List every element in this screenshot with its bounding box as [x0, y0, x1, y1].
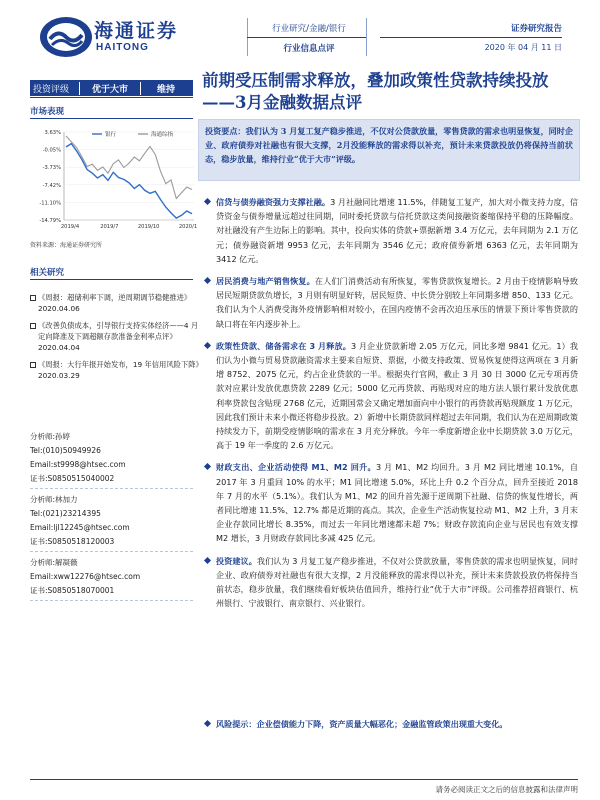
analyst-card	[30, 493, 193, 552]
risk-warning	[205, 717, 578, 739]
paragraph-text: 3 月 M1、M2 均回升。3 月 M2 同比增速 10.1%，自 2017 年 3 月重回 10% 的水平；M1 同比增速 5.0%，环比上升 0.2 个百分点，回升至接近 2018 年 7 月的水平（5.1%）。我们认为 M1、M2 的回升首先源于逆周期下社融、信贷的恢复性增长，两者同比增速 11.5%、12.7% 都是近期的高点。其次，企业生产活动恢复拉动 M1、M2 上升，3 月末企业存款同比增长 8.35%，而过去一年同比增速都未超 7%；财政存款流向企业与居民也有效支撑 M2 增长，3 月财政存款同比多减 425 亿元。	[216, 462, 579, 544]
risk-text: 风险提示：企业偿债能力下降，资产质量大幅恶化；金融监管政策出现重大变化。	[216, 719, 508, 729]
bullet-diamond-icon	[204, 463, 211, 470]
paragraph-highlight: 居民消费与地产销售恢复。	[216, 276, 315, 287]
paragraph-highlight: 财政支出、企业活动使得 M1、M2 回升。	[216, 462, 376, 473]
body-paragraph	[205, 339, 578, 453]
x-tick-label: 2019/4	[60, 224, 80, 230]
related-item[interactable]: 《周报：超储利率下调，逆周期调节稳健推进》2020.04.06	[30, 292, 200, 314]
legend-label: 海通综指	[151, 132, 174, 138]
body-paragraph	[205, 195, 578, 266]
report-date: 2020 年 04 月 11 日	[484, 43, 562, 52]
analyst-name: 分析师:解凝薇	[30, 558, 78, 567]
y-tick-label: 3.63%	[44, 130, 61, 136]
rating-rule	[30, 97, 193, 98]
report-body	[205, 195, 578, 618]
bullet-diamond-icon	[204, 342, 211, 349]
paragraph-highlight: 政策性贷款、储备需求在 3 月释放。	[216, 340, 351, 351]
rating-bar	[30, 80, 193, 96]
analyst-name: 分析师:孙婷	[30, 432, 71, 441]
report-type: 证券研究报告	[510, 24, 562, 34]
y-tick-label: -3.73%	[42, 165, 61, 172]
body-paragraph	[205, 554, 578, 611]
related-heading: 相关研究	[30, 268, 65, 278]
paragraph-text: 在人们门消费活动有所恢复，零售贷款恢复增长。2 月由于疫情影响导致居民短期贷款负增长，3 月则有明显好转，居民短贷、中长贷分别较上年同期多增 850、133 亿元。我们认为个人消费受海外疫情影响相对较小，在国内疫情不会再次迫压承压的情景下预计零售贷款的缺口将在年内逐步补上。	[216, 276, 578, 329]
bullet-diamond-icon	[204, 720, 211, 727]
analyst-cert: 证书:S0850515040002	[30, 474, 115, 483]
analyst-list	[30, 430, 193, 605]
analyst-divider	[30, 488, 193, 489]
header-rule	[380, 37, 562, 38]
x-tick-label: 2020/1	[178, 224, 198, 230]
header-subcategory: 行业信息点评	[283, 44, 335, 54]
related-item[interactable]: 《周报：大行年报开始发布，19 年信用风险下降》2020.03.29	[30, 359, 200, 381]
header-rule	[247, 37, 367, 38]
summary-text: 投资要点：我们认为 3 月复工复产稳步推进，不仅对公贷款放量，零售贷款的需求也明显恢复，同时企业、政府债券对社融也有很大支撑，2月没能释放的需求得以补充，预计未来贷款投放仍将保持当前状态，稳步放量，维持行业“优于大市”评级。	[205, 126, 573, 165]
x-tick-label: 2019/7	[100, 224, 119, 230]
analyst-card	[30, 556, 193, 601]
analyst-email[interactable]: Email:ljl12245@htsec.com	[30, 523, 130, 532]
rating-value: 优于大市	[79, 82, 141, 95]
paragraph-highlight: 信贷与债券融资强力支撑社融。	[216, 197, 331, 207]
market-heading: 市场表现	[30, 107, 65, 117]
report-title: 前期受压制需求释放，叠加政策性贷款持续投放——3月金融数据点评	[202, 71, 549, 112]
y-tick-label: -7.42%	[42, 182, 61, 189]
analyst-email[interactable]: Email:st9998@htsec.com	[30, 460, 126, 469]
legend-label: 银行	[105, 132, 117, 138]
header-divider	[366, 18, 367, 56]
paragraph-text: 3 月企业贷款新增 2.05 万亿元，同比多增 9841 亿元。1）我们认为小微与贸易贷款融资需求主要来自短贷、票据，小微支持政策、贸易恢复使得这两项在 3 月新增 8752、2075 亿元，约占企业贷款的一半。根据央行官网，截止 3 月 30 日 3000 亿元专项再贷款对应累计发放优惠贷款 2289 亿元；5000 亿元再贷款、再贴现对应的地方法人银行累计发放优惠利率贷款包含贴现 2768 亿元，近期国常会又确定增加面向中小银行的再贷款再贴现额度 1 万亿元，因此我们预计未来小微还将稳步投放。2）新增中长期贷款同样超过去年同期，我们认为在逆周期政策持续发力下，前期受疫情影响的需求在 3 月充分释放。今年一季度新增企业中长期贷款 3.0 万亿元，高于 19 年一季度的 2.6 万亿元。	[216, 340, 578, 451]
paragraph-highlight: 投资建议。	[216, 555, 257, 566]
y-tick-label: -0.05%	[42, 147, 61, 154]
rating-action: 维持	[156, 84, 175, 95]
summary-box	[198, 119, 580, 181]
analyst-card	[30, 430, 193, 489]
analyst-divider	[30, 600, 193, 601]
analyst-cert: 证书:S0850518070001	[30, 586, 115, 595]
related-rule	[30, 279, 193, 280]
y-tick-label: -11.10%	[39, 200, 61, 207]
paragraph-text: 3 月社融同比增速 11.5%，伴随复工复产，加大对小微支持力度，信贷资金与债券增量远超过往同期，同时委托贷款与信托贷款这类间接融资萎缩保持平稳的压降幅度。对社融没有产生边际上的影响。其中，投向实体的贷款+票据新增 3.4 万亿元，去年同期为 2.1 万亿元；债券融资新增 9953 亿元，去年同期为 3546 亿元；政府债券新增 6363 亿元，去年同期为 3412 亿元。	[216, 197, 578, 264]
x-tick-label: 2019/10	[137, 224, 160, 230]
series-line-bank	[66, 144, 192, 219]
brand-en: HAITONG	[96, 42, 149, 53]
brand-cn: 海通证券	[94, 20, 179, 42]
related-list	[30, 292, 200, 387]
rating-label: 投资评级	[33, 84, 70, 95]
paragraph-text: 我们认为 3 月复工复产稳步推进，不仅对公贷款放量，零售贷款的需求也明显恢复，同时企业、政府债券对社融也有很大支撑，2 月没能释放的需求得以补充，预计未来贷款投放仍将保持当前状态，稳步放量，我们继续看好板块估值回升，维持行业“优于大市”评级。公司推荐招商银行、杭州银行、宁波银行、南京银行、兴业银行。	[216, 555, 578, 609]
body-paragraph	[205, 274, 578, 331]
y-tick-label: -14.79%	[39, 218, 61, 224]
body-paragraph	[205, 460, 578, 545]
bullet-diamond-icon	[204, 198, 211, 205]
analyst-tel: Tel:(021)23214395	[30, 509, 101, 518]
chart-source: 资料来源：海通证券研究所	[30, 242, 103, 249]
bullet-diamond-icon	[204, 277, 211, 284]
analyst-email[interactable]: Email:xww12276@htsec.com	[30, 572, 141, 581]
footer-rule	[30, 779, 578, 780]
bullet-diamond-icon	[204, 557, 211, 564]
related-item[interactable]: 《改善负债成本，引导银行支持实体经济——4 月定向降准及下调超额存款准备金利率点评》2020.04.04	[30, 320, 200, 353]
market-rule	[30, 118, 193, 119]
analyst-divider	[30, 551, 193, 552]
header-category: 行业研究/金融/银行	[272, 24, 346, 34]
footer-disclaimer: 请务必阅读正文之后的信息披露和法律声明	[435, 785, 578, 794]
haitong-emblem-icon	[38, 15, 94, 59]
analyst-tel: Tel:(010)50949926	[30, 446, 101, 455]
market-performance-chart	[30, 122, 198, 232]
analyst-cert: 证书:S0850518120003	[30, 537, 115, 546]
analyst-name: 分析师:林加力	[30, 495, 78, 504]
